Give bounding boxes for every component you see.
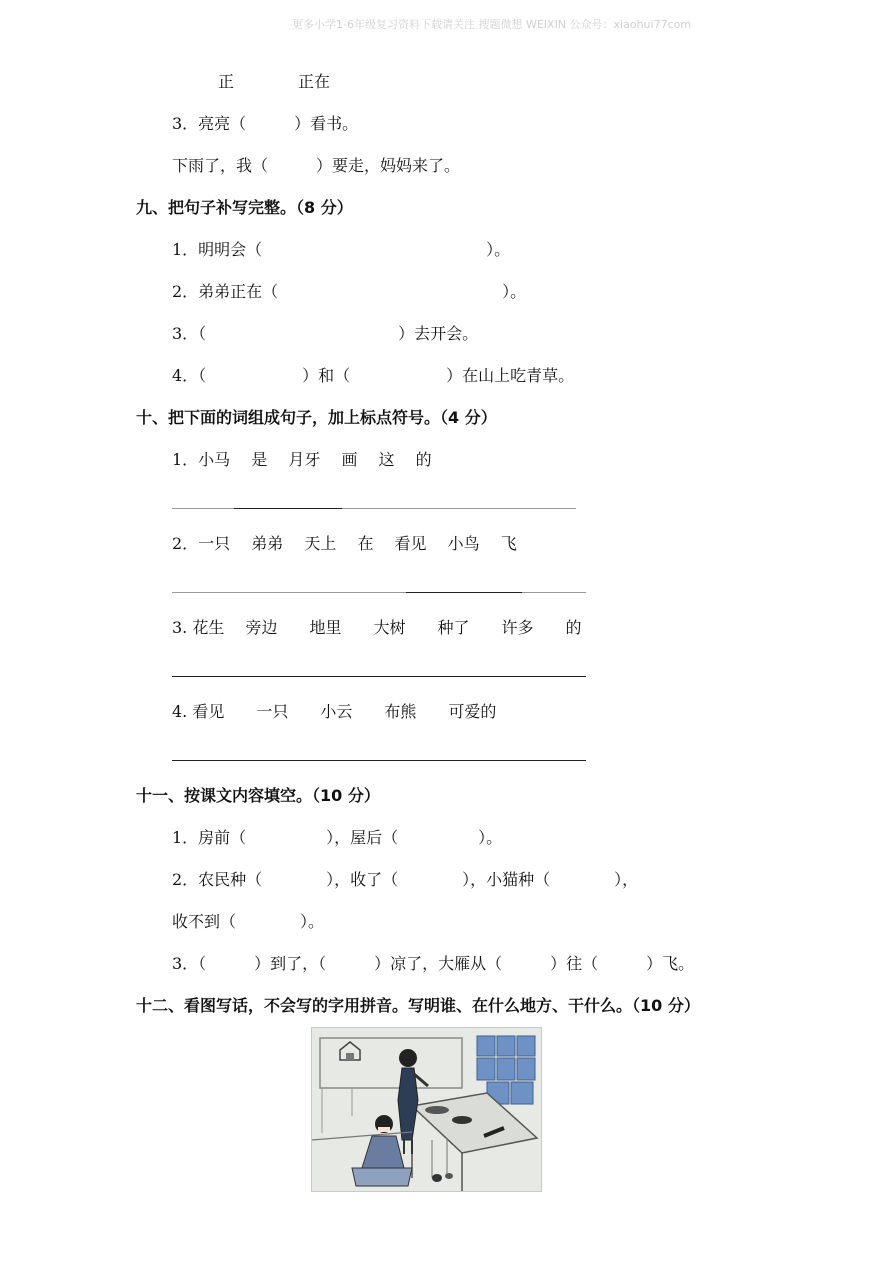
answer-line-3 — [172, 676, 586, 677]
section-10-heading: 十、把下面的词组成句子，加上标点符号。（4 分） — [136, 408, 497, 427]
answer-line-1 — [172, 508, 576, 509]
watermark: 更多小学1-6年级复习资料下载请关注 搜题微想 WEIXIN 公众号：xiaohui77com — [292, 18, 692, 31]
word-options: 正 正在 — [218, 72, 331, 91]
answer-line-2-mark — [406, 592, 522, 593]
sec11-item-3: 3．（ ）到了，（ ）凉了，大雁从（ ）往（ ）飞。 — [172, 954, 695, 973]
sec11-item-2-cont: 收不到（ ）。 — [172, 912, 325, 931]
sec8-q3-line2: 下雨了，我（ ）要走，妈妈来了。 — [172, 156, 461, 175]
section-11-heading: 十一、按课文内容填空。（10 分） — [136, 786, 380, 805]
answer-line-4 — [172, 760, 586, 761]
section-12-heading: 十二、看图写话，不会写的字用拼音。写明谁、在什么地方、干什么。（10 分） — [136, 996, 700, 1015]
sec10-item-1: 1．小马 是 月牙 画 这 的 — [172, 450, 432, 469]
kitchen-picture — [311, 1027, 542, 1192]
sec9-item-2: 2．弟弟正在（ ）。 — [172, 282, 527, 301]
sec9-item-4: 4．（ ）和（ ）在山上吃青草。 — [172, 366, 575, 385]
kitchen-illustration — [312, 1028, 541, 1191]
sec10-item-3: 3. 花生 旁边 地里 大树 种了 许多 的 — [172, 618, 582, 637]
answer-line-1-mark — [234, 508, 342, 509]
sec11-item-2: 2．农民种（ ），收了（ ），小猫种（ ）， — [172, 870, 639, 889]
answer-line-2 — [172, 592, 586, 593]
sec11-item-1: 1．房前（ ），屋后（ ）。 — [172, 828, 503, 847]
section-9-heading: 九、把句子补写完整。（8 分） — [136, 198, 353, 217]
sec8-q3-line1: 3．亮亮（ ）看书。 — [172, 114, 359, 133]
sec9-item-3: 3．（ ）去开会。 — [172, 324, 479, 343]
sec10-item-4: 4. 看见 一只 小云 布熊 可爱的 — [172, 702, 497, 721]
sec9-item-1: 1．明明会（ ）。 — [172, 240, 511, 259]
sec10-item-2: 2．一只 弟弟 天上 在 看见 小鸟 飞 — [172, 534, 517, 553]
